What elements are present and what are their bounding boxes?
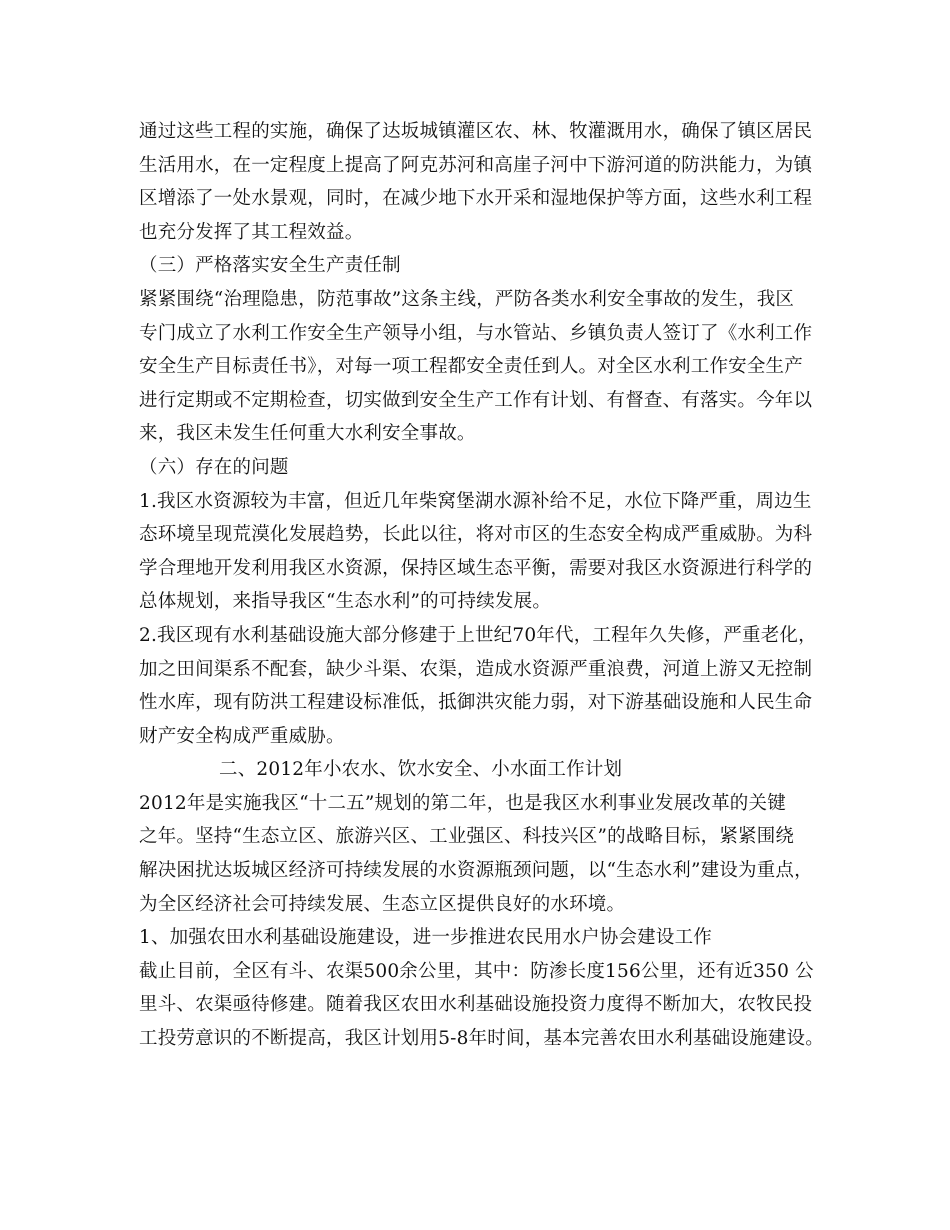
paragraph-line: 2.我区现有水利基础设施大部分修建于上世纪70年代，工程年久失修，严重老化， <box>139 624 817 646</box>
paragraph-line: 进行定期或不定期检查，切实做到安全生产工作有计划、有督查、有落实。今年以 <box>139 389 813 411</box>
paragraph-line: 态环境呈现荒漠化发展趋势，长此以往，将对市区的生态安全构成严重威胁。为科 <box>139 524 813 546</box>
paragraph-line: 安全生产目标责任书》，对每一项工程都安全责任到人。对全区水利工作安全生产 <box>139 356 803 378</box>
paragraph-line: 工投劳意识的不断提高，我区计划用5-8年时间，基本完善农田水利基础设施建设。 <box>139 1028 824 1050</box>
paragraph-line: 紧紧围绕“治理隐患，防范事故”这条主线，严防各类水利安全事故的发生，我区 <box>139 288 795 310</box>
paragraph-line: 来，我区未发生任何重大水利安全事故。 <box>139 423 476 445</box>
section-heading: 1、加强农田水利基础设施建设，进一步推进农民用水户协会建设工作 <box>139 927 712 949</box>
paragraph-line: 2012年是实施我区“十二五”规划的第二年，也是我区水利事业发展改革的关键 <box>139 792 786 814</box>
paragraph-line: 解决困扰达坂城区经济可持续发展的水资源瓶颈问题，以“生态水利”建设为重点， <box>139 860 813 882</box>
paragraph-line: 1.我区水资源较为丰富，但近几年柴窝堡湖水源补给不足，水位下降严重，周边生 <box>139 490 812 512</box>
paragraph-line: 学合理地开发利用我区水资源，保持区域生态平衡，需要对我区水资源进行科学的 <box>139 557 813 579</box>
paragraph-line: 总体规划，来指导我区“生态水利”的可持续发展。 <box>139 591 552 613</box>
document-body <box>139 115 829 1056</box>
chapter-heading: 二、2012年小农水、饮水安全、小水面工作计划 <box>219 759 623 781</box>
paragraph-line: 之年。坚持“生态立区、旅游兴区、工业强区、科技兴区”的战略目标，紧紧围绕 <box>139 826 795 848</box>
paragraph-line: 通过这些工程的实施，确保了达坂城镇灌区农、林、牧灌溉用水，确保了镇区居民 <box>139 121 813 142</box>
paragraph-line: 为全区经济社会可持续发展、生态立区提供良好的水环境。 <box>139 893 626 915</box>
paragraph-line: 里斗、农渠亟待修建。随着我区农田水利基础设施投资力度得不断加大，农牧民投 <box>139 994 813 1016</box>
paragraph-line: 性水库，现有防洪工程建设标准低，抵御洪灾能力弱，对下游基础设施和人民生命 <box>139 692 813 714</box>
paragraph-line: 区增添了一处水景观，同时，在减少地下水开采和湿地保护等方面，这些水利工程 <box>139 188 813 210</box>
section-heading: （六）存在的问题 <box>139 456 289 478</box>
paragraph-line: 加之田间渠系不配套，缺少斗渠、农渠，造成水资源严重浪费，河道上游又无控制 <box>139 658 813 680</box>
paragraph-line: 专门成立了水利工作安全生产领导小组，与水管站、乡镇负责人签订了《水利工作 <box>139 322 813 344</box>
paragraph-line: 财产安全构成严重威胁。 <box>139 725 345 747</box>
paragraph-line: 截止目前，全区有斗、农渠500余公里，其中：防渗长度156公里，还有近350 公 <box>139 960 814 982</box>
paragraph-line: 生活用水，在一定程度上提高了阿克苏河和高崖子河中下游河道的防洪能力，为镇 <box>139 154 813 176</box>
section-heading: （三）严格落实安全生产责任制 <box>139 255 401 277</box>
paragraph-line: 也充分发挥了其工程效益。 <box>139 221 364 243</box>
